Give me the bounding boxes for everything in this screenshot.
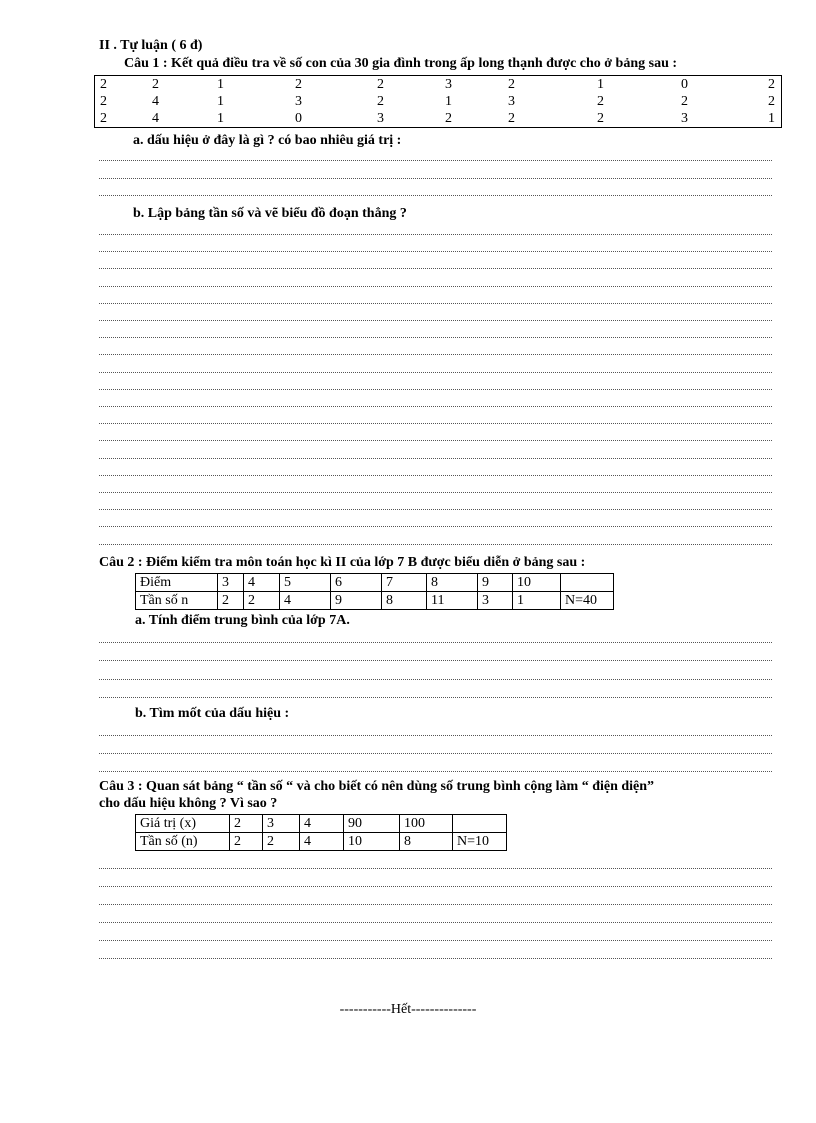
answer-line (99, 660, 772, 661)
answer-line (99, 251, 772, 252)
table-cell: 2 (218, 592, 244, 610)
answer-line (99, 544, 772, 545)
answer-line (99, 958, 772, 959)
grid-cell: 1 (768, 111, 775, 126)
answer-line (99, 406, 772, 407)
question-1-prompt: Câu 1 : Kết quả điều tra về số con của 30 gia đình trong ấp long thạnh được cho ở bảng sau : (124, 56, 678, 71)
question-3-prompt-line-1: Câu 3 : Quan sát bảng “ tần số “ và cho biết có nên dùng số trung bình cộng làm “ điện diện” (99, 779, 655, 794)
end-marker: -----------Hết-------------- (339, 1002, 477, 1017)
table-cell: 100 (400, 815, 453, 833)
question-1-data-grid (94, 75, 782, 128)
answer-line (99, 286, 772, 287)
answer-line (99, 389, 772, 390)
table-cell: 6 (331, 574, 382, 592)
table-cell: 2 (244, 592, 280, 610)
table-cell: Tần số n (136, 592, 218, 610)
answer-line (99, 679, 772, 680)
answer-line (99, 354, 772, 355)
answer-line (99, 337, 772, 338)
grid-cell: 2 (377, 77, 384, 92)
grid-cell: 2 (597, 94, 604, 109)
table-cell: Tần số (n) (136, 833, 230, 851)
answer-line (99, 526, 772, 527)
answer-line (99, 320, 772, 321)
table-cell (561, 574, 614, 592)
table-cell: 9 (478, 574, 513, 592)
answer-line (99, 922, 772, 923)
answer-line (99, 735, 772, 736)
answer-line (99, 492, 772, 493)
answer-line (99, 940, 772, 941)
grid-cell: 4 (152, 94, 159, 109)
grid-cell: 2 (508, 77, 515, 92)
grid-cell: 3 (445, 77, 452, 92)
table-cell: 3 (263, 815, 300, 833)
question-1-part-b: b. Lập bảng tần số và vẽ biểu đồ đoạn thẳng ? (133, 206, 407, 221)
grid-cell: 3 (295, 94, 302, 109)
table-cell: 7 (382, 574, 427, 592)
table-cell: 3 (478, 592, 513, 610)
grid-cell: 1 (597, 77, 604, 92)
table-cell: 4 (280, 592, 331, 610)
answer-line (99, 234, 772, 235)
answer-line (99, 268, 772, 269)
table-cell: 8 (382, 592, 427, 610)
grid-cell: 2 (768, 77, 775, 92)
table-row (136, 815, 507, 833)
answer-line (99, 440, 772, 441)
answer-line (99, 753, 772, 754)
grid-cell: 2 (100, 77, 107, 92)
table-cell: 4 (244, 574, 280, 592)
grid-cell: 2 (100, 111, 107, 126)
grid-cell: 4 (152, 111, 159, 126)
table-cell: 2 (263, 833, 300, 851)
answer-line (99, 475, 772, 476)
grid-cell: 1 (217, 77, 224, 92)
grid-cell: 2 (295, 77, 302, 92)
answer-line (99, 642, 772, 643)
grid-cell: 2 (152, 77, 159, 92)
grid-cell: 2 (377, 94, 384, 109)
answer-line (99, 458, 772, 459)
table-cell: 8 (400, 833, 453, 851)
grid-cell: 0 (295, 111, 302, 126)
table-cell: Giá trị (x) (136, 815, 230, 833)
table-cell: 2 (230, 833, 263, 851)
question-3-frequency-table (135, 814, 507, 851)
answer-line (99, 178, 772, 179)
grid-cell: 3 (377, 111, 384, 126)
grid-cell: 0 (681, 77, 688, 92)
grid-cell: 1 (445, 94, 452, 109)
grid-cell: 2 (681, 94, 688, 109)
table-cell: 4 (300, 833, 344, 851)
answer-line (99, 372, 772, 373)
table-cell: 90 (344, 815, 400, 833)
answer-line (99, 423, 772, 424)
table-row (136, 574, 614, 592)
answer-line (99, 886, 772, 887)
grid-cell: 2 (768, 94, 775, 109)
table-cell: 10 (513, 574, 561, 592)
answer-line (99, 904, 772, 905)
answer-line (99, 195, 772, 196)
question-1-part-a: a. dấu hiệu ở đây là gì ? có bao nhiêu giá trị : (133, 133, 402, 148)
question-3-prompt-line-2: cho dấu hiệu không ? Vì sao ? (99, 796, 278, 811)
table-cell (453, 815, 507, 833)
answer-line (99, 303, 772, 304)
grid-cell: 1 (217, 111, 224, 126)
grid-cell: 3 (681, 111, 688, 126)
table-cell: 2 (230, 815, 263, 833)
table-cell: 5 (280, 574, 331, 592)
answer-line (99, 697, 772, 698)
grid-cell: 2 (597, 111, 604, 126)
table-cell: 1 (513, 592, 561, 610)
table-cell: N=40 (561, 592, 614, 610)
question-2-frequency-table (135, 573, 614, 610)
table-cell: 10 (344, 833, 400, 851)
table-cell: 3 (218, 574, 244, 592)
table-row (136, 833, 507, 851)
grid-cell: 2 (445, 111, 452, 126)
grid-cell: 3 (508, 94, 515, 109)
section-heading: II . Tự luận ( 6 đ) (99, 38, 203, 53)
table-cell: N=10 (453, 833, 507, 851)
table-cell: Điểm (136, 574, 218, 592)
question-2-prompt: Câu 2 : Điểm kiểm tra môn toán học kì II của lớp 7 B được biểu diễn ở bảng sau : (99, 555, 586, 570)
answer-line (99, 868, 772, 869)
question-2-part-a: a. Tính điểm trung bình của lớp 7A. (135, 613, 350, 628)
grid-cell: 2 (100, 94, 107, 109)
table-row (136, 592, 614, 610)
answer-line (99, 509, 772, 510)
question-2-part-b: b. Tìm mốt của dấu hiệu : (135, 706, 290, 721)
grid-cell: 1 (217, 94, 224, 109)
table-cell: 9 (331, 592, 382, 610)
table-cell: 11 (427, 592, 478, 610)
answer-line (99, 160, 772, 161)
grid-cell: 2 (508, 111, 515, 126)
table-cell: 8 (427, 574, 478, 592)
answer-line (99, 771, 772, 772)
table-cell: 4 (300, 815, 344, 833)
